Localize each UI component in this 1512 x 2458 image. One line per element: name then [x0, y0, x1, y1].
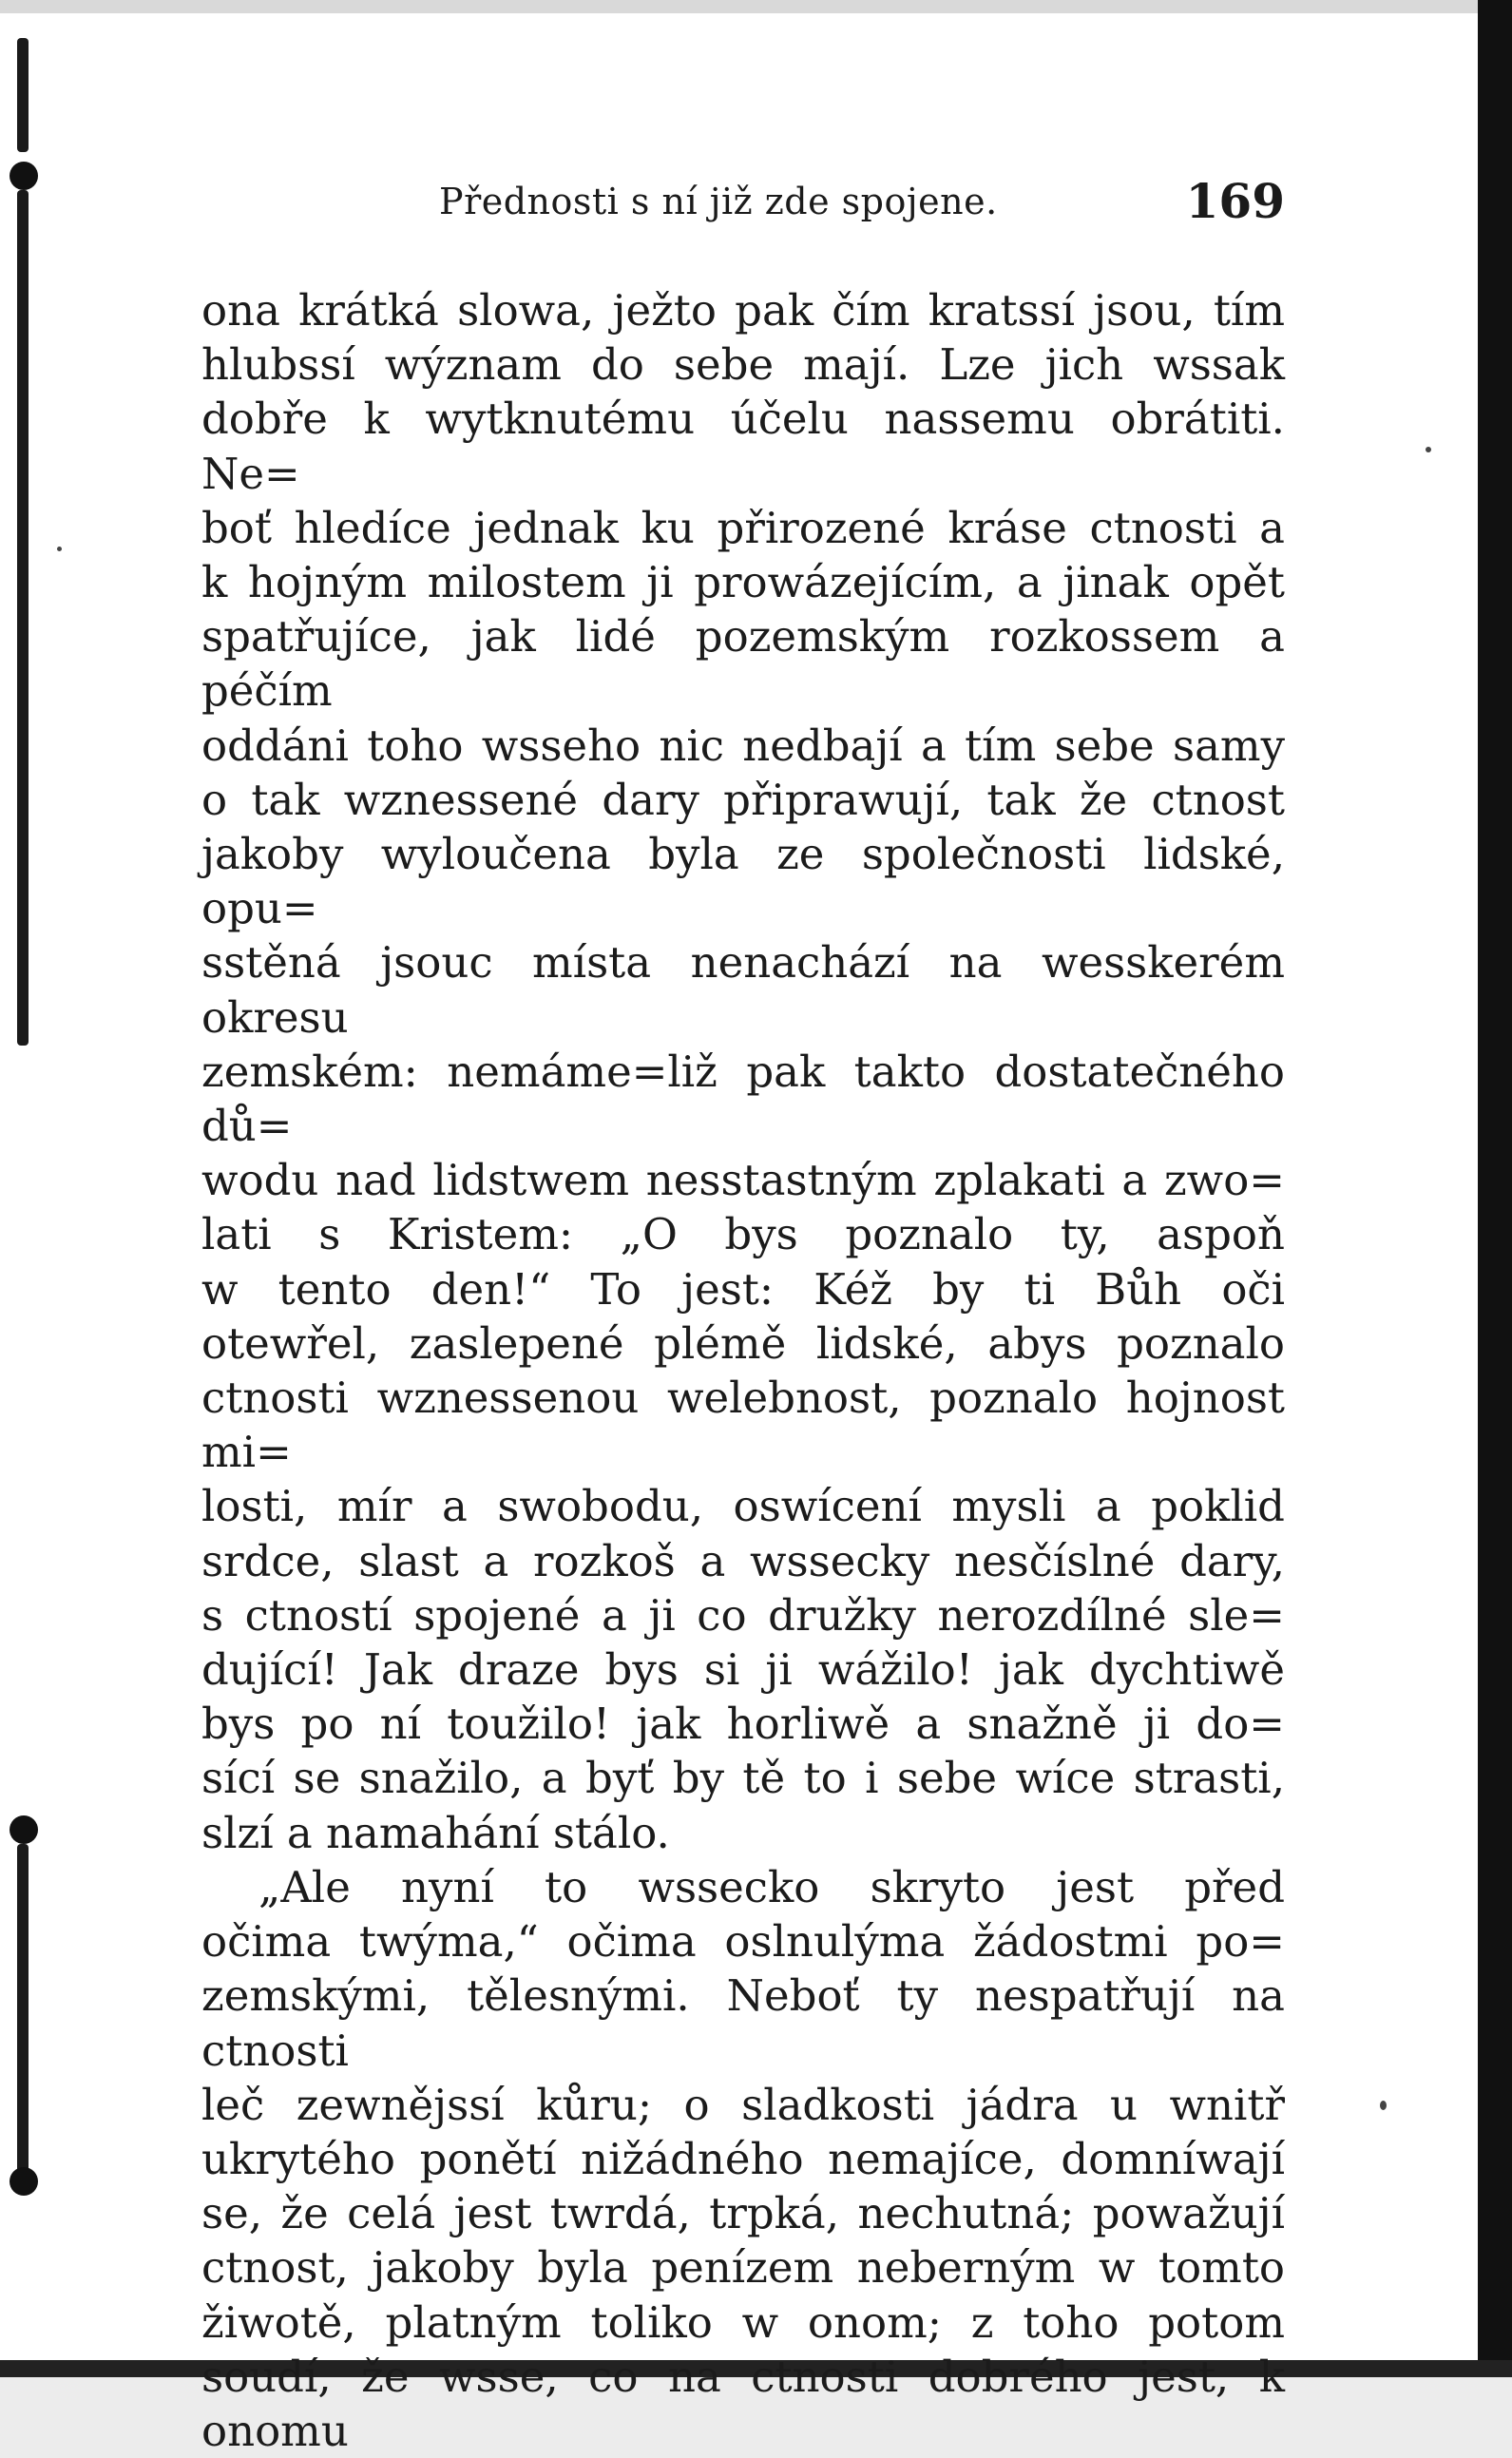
text-line: sící se snažilo, a byť by tě to i sebe wíce strasti, — [201, 1753, 1285, 1804]
text-line: srdce, slast a rozkoš a wssecky nesčíslné dary, — [201, 1535, 1285, 1586]
binding-bar-lower — [17, 1844, 29, 2177]
scan-top-edge — [0, 0, 1512, 13]
text-line: zemskými, tělesnými. Neboť ty nespatřují na ctnosti — [201, 1970, 1285, 2076]
text-line: losti, mír a swobodu, oswícení mysli a poklid — [201, 1481, 1285, 1532]
text-line: bys po ní toužilo! jak horliwě a snažně ji do= — [201, 1699, 1285, 1750]
book-page — [201, 171, 1285, 2458]
text-line: spatřujíce, jak lidé pozemským rozkossem a péčím — [201, 611, 1285, 717]
binding-knob-bottom — [10, 2167, 38, 2196]
scan-speck — [1380, 2101, 1387, 2110]
text-line: o tak wznessené dary připrawují, tak že ctnost — [201, 774, 1285, 825]
text-line: hlubssí wýznam do sebe mají. Lze jich wssak — [201, 339, 1285, 391]
text-line: žiwotě, platným toliko w onom; z toho potom — [201, 2296, 1285, 2348]
binding-knob-lower — [10, 1815, 38, 1844]
text-line: dobře k wytknutému účelu nassemu obrátiti. Ne= — [201, 394, 1285, 499]
text-line: očima twýma,“ očima oslnulýma žádostmi po= — [201, 1916, 1285, 1968]
text-line: ctnosti wznessenou welebnost, poznalo hojnost mi= — [201, 1373, 1285, 1478]
scan-right-edge — [1478, 0, 1512, 2377]
text-line: otewřel, zaslepené plémě lidské, abys poznalo — [201, 1317, 1285, 1369]
text-line: k hojným milostem ji prowázejícím, a jinak opět — [201, 557, 1285, 608]
text-line: ukrytého ponětí nižádného nemajíce, domníwají — [201, 2133, 1285, 2184]
text-line: ctnost, jakoby byla penízem neberným w tomto — [201, 2242, 1285, 2294]
text-line: ona krátká slowa, ježto pak čím kratssí jsou, tím — [201, 285, 1285, 336]
page-number: 169 — [1185, 173, 1285, 229]
text-line: lati s Kristem: „O bys poznalo ty, aspoň — [201, 1209, 1285, 1260]
text-line: sstěná jsouc místa nenachází na wesskerém okresu — [201, 937, 1285, 1043]
text-line: oddáni toho wsseho nic nedbají a tím sebe samy — [201, 720, 1285, 771]
text-line: jakoby wyloučena byla ze společnosti lidské, opu= — [201, 829, 1285, 934]
text-line: dující! Jak draze bys si ji wážilo! jak dychtiwě — [201, 1644, 1285, 1696]
binding-artifact — [0, 0, 57, 2377]
binding-knob-top — [10, 162, 38, 190]
body-text — [201, 283, 1285, 2458]
scan-speck — [1426, 447, 1431, 452]
text-line: se, že celá jest twrdá, trpká, nechutná; powažují — [201, 2188, 1285, 2239]
text-line: w tento den!“ To jest: Kéž by ti Bůh oči — [201, 1263, 1285, 1315]
text-line: leč zewnějssí kůru; o sladkosti jádra u wnitř — [201, 2079, 1285, 2130]
text-line: soudí, že wsse, co na ctnosti dobrého jest, k onomu — [201, 2351, 1285, 2456]
running-head — [201, 171, 1285, 247]
binding-bar-upper — [17, 190, 29, 1046]
text-line-paragraph-end: slzí a namahání stálo. — [201, 1807, 670, 1858]
text-line: zemském: nemáme=liž pak takto dostatečného dů= — [201, 1046, 1285, 1152]
scan-speck — [57, 547, 62, 551]
text-line: wodu nad lidstwem nesstastným zplakati a zwo= — [201, 1155, 1285, 1206]
binding-bar-top — [17, 38, 29, 152]
running-title: Přednosti s ní již zde spojene. — [439, 181, 998, 222]
text-line-paragraph-start: „Ale nyní to wssecko skryto jest před — [258, 1861, 1285, 1912]
text-line: s ctností spojené a ji co družky nerozdílné sle= — [201, 1589, 1285, 1641]
text-line: boť hledíce jednak ku přirozené kráse ctnosti a — [201, 502, 1285, 553]
